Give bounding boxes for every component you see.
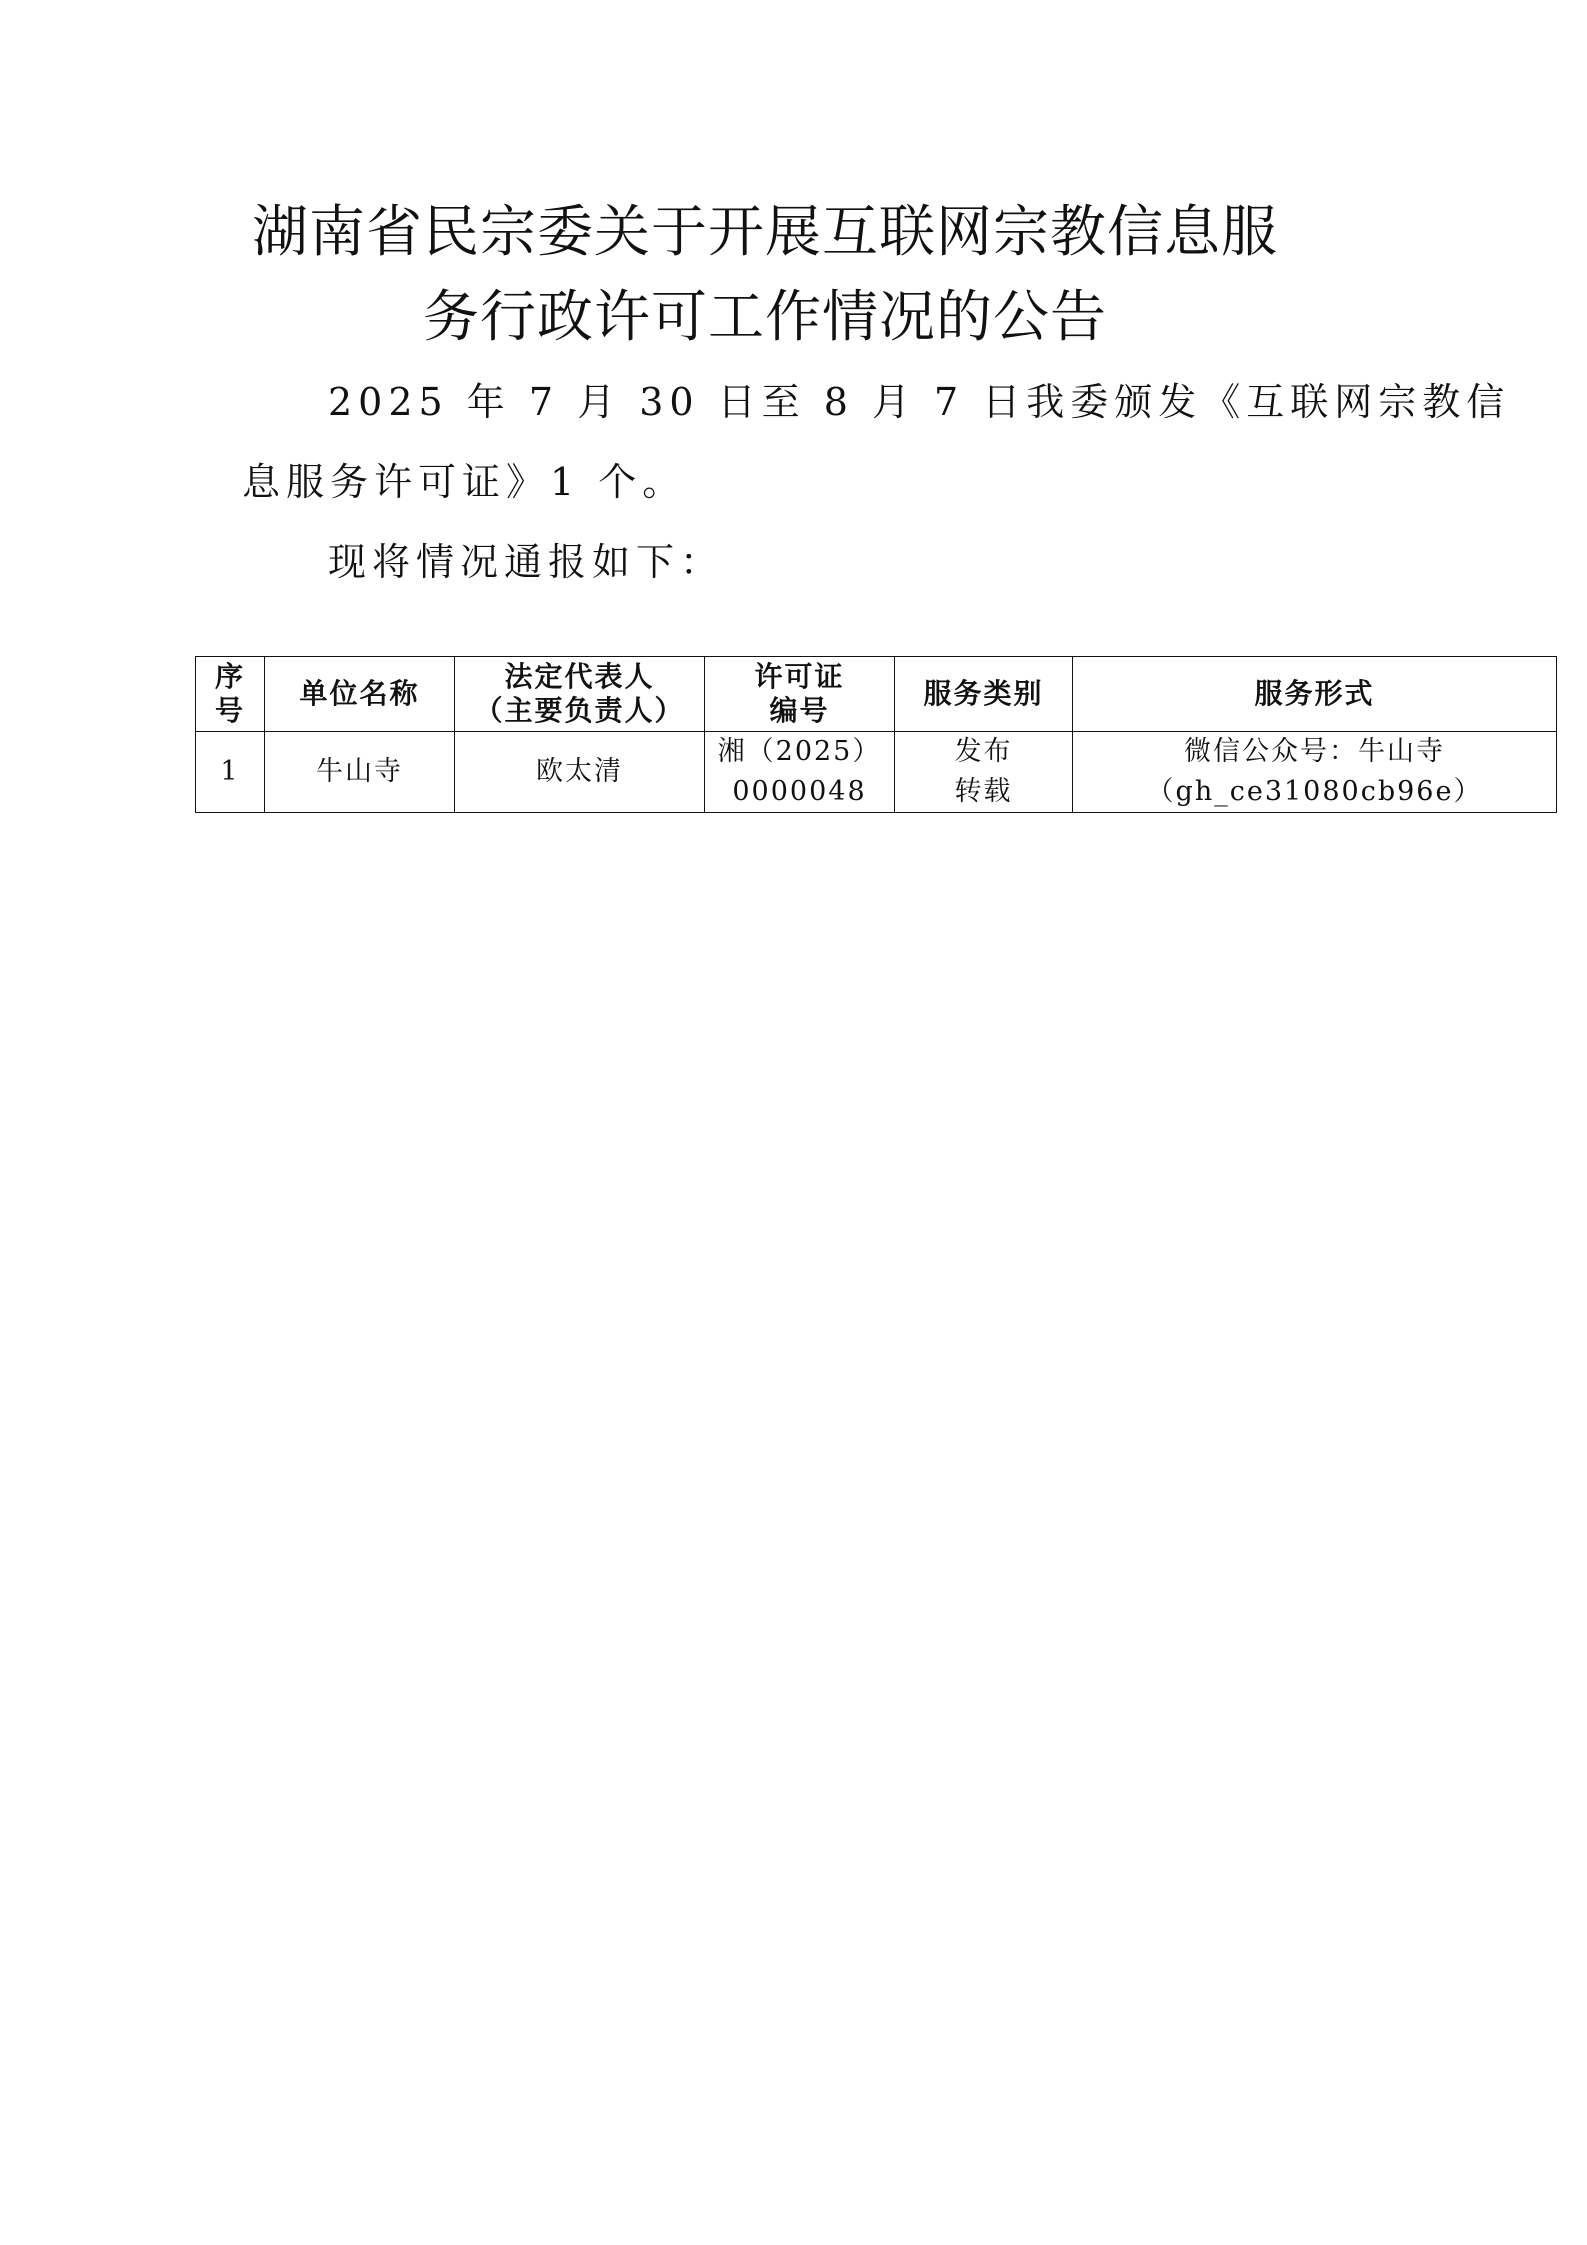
cell-text-line: 湘（2025） (717, 736, 882, 767)
cell-text-line: （gh_ce31080cb96e） (1146, 776, 1483, 807)
cell-service-category (895, 732, 1073, 813)
cell-text-line: 欧太清 (536, 756, 623, 787)
cell-legal-representative (455, 732, 705, 813)
cell-text-line: 微信公众号：牛山寺 (1184, 736, 1445, 767)
document-title-line-1: 湖南省民宗委关于开展互联网宗教信息服 (252, 200, 1278, 265)
header-text-line: 服务形式 (1254, 677, 1375, 710)
paragraph-1-line-1: 2025 年 7 月 30 日至 8 月 7 日我委颁发《互联网宗教信 (328, 380, 1511, 424)
header-legal-representative (455, 657, 705, 732)
cell-text-line: 牛山寺 (316, 756, 403, 787)
cell-text-line: 0000048 (732, 776, 867, 807)
header-text-line: 号 (214, 694, 245, 727)
cell-unit-name (265, 732, 455, 813)
cell-text-line: 1 (220, 756, 240, 787)
header-text-line: （主要负责人） (474, 694, 685, 727)
cell-text-line: 发布 (954, 736, 1013, 767)
document-title-line-2: 务行政许可工作情况的公告 (423, 285, 1107, 350)
header-unit-name (265, 657, 455, 732)
header-license-number (705, 657, 895, 732)
table-row (196, 732, 1557, 813)
header-serial-number (196, 657, 265, 732)
header-text-line: 单位名称 (299, 677, 420, 710)
table-header-row (196, 657, 1557, 732)
cell-license-number (705, 732, 895, 813)
cell-service-form (1073, 732, 1557, 813)
header-text-line: 序 (214, 660, 245, 693)
cell-serial-number (196, 732, 265, 813)
license-table (195, 656, 1557, 813)
header-service-form (1073, 657, 1557, 732)
header-service-category (895, 657, 1073, 732)
paragraph-2: 现将情况通报如下： (328, 540, 725, 584)
cell-text-line: 转载 (954, 776, 1013, 807)
header-text-line: 服务类别 (923, 677, 1044, 710)
paragraph-1-line-2: 息服务许可证》1 个。 (242, 460, 687, 504)
header-text-line: 许可证 (754, 660, 845, 693)
header-text-line: 编号 (769, 694, 830, 727)
header-text-line: 法定代表人 (504, 660, 655, 693)
